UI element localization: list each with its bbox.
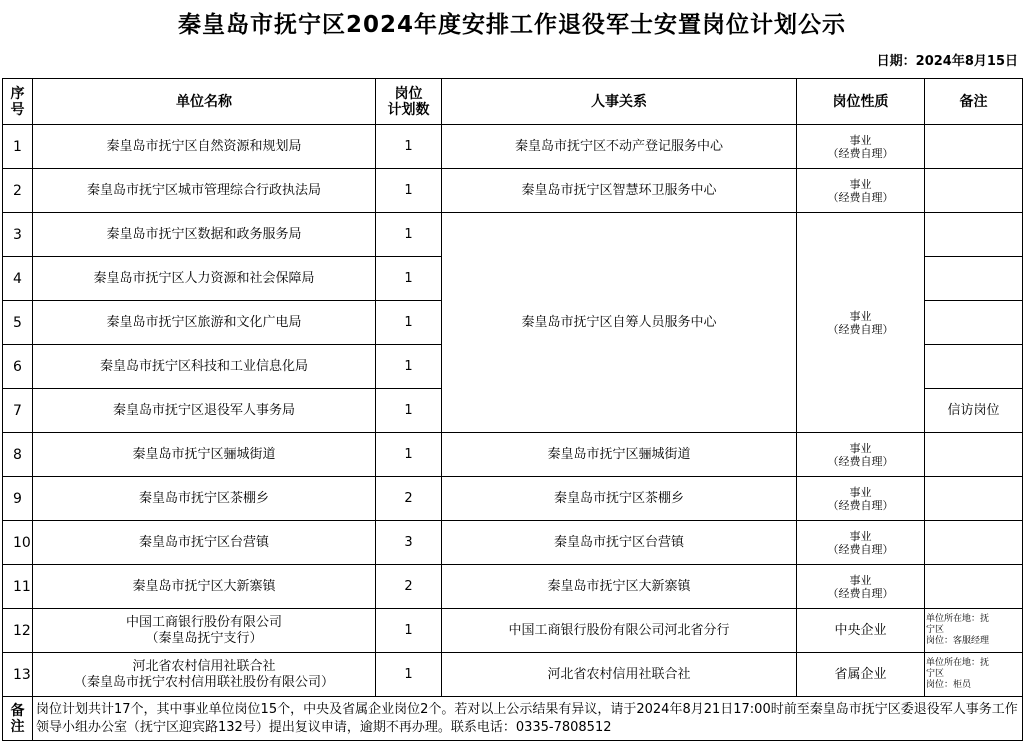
- cell-hr[interactable]: 秦皇岛市抚宁区不动产登记服务中心: [442, 125, 797, 169]
- header-plan: 岗位 计划数: [376, 79, 442, 125]
- header-unit: 单位名称: [33, 79, 376, 125]
- cell-unit[interactable]: 秦皇岛市抚宁区自然资源和规划局: [33, 125, 376, 169]
- header-remark: 备注: [925, 79, 1023, 125]
- table-row: [3, 433, 1023, 477]
- cell-plan[interactable]: 1: [376, 213, 442, 257]
- cell-plan[interactable]: 1: [376, 257, 442, 301]
- cell-unit[interactable]: 秦皇岛市抚宁区台营镇: [33, 521, 376, 565]
- cell-nature[interactable]: 事业 （经费自理）: [797, 433, 925, 477]
- cell-seq[interactable]: 3: [3, 213, 33, 257]
- cell-plan[interactable]: 2: [376, 477, 442, 521]
- cell-seq[interactable]: 11: [3, 565, 33, 609]
- header-seq: 序 号: [3, 79, 33, 125]
- cell-unit[interactable]: 秦皇岛市抚宁区人力资源和社会保障局: [33, 257, 376, 301]
- cell-plan[interactable]: 1: [376, 301, 442, 345]
- cell-plan[interactable]: 1: [376, 609, 442, 653]
- cell-unit[interactable]: 秦皇岛市抚宁区旅游和文化广电局: [33, 301, 376, 345]
- cell-seq[interactable]: 5: [3, 301, 33, 345]
- table-row: [3, 477, 1023, 521]
- cell-seq[interactable]: 9: [3, 477, 33, 521]
- header-nature: 岗位性质: [797, 79, 925, 125]
- cell-seq[interactable]: 7: [3, 389, 33, 433]
- cell-unit[interactable]: 秦皇岛市抚宁区退役军人事务局: [33, 389, 376, 433]
- cell-plan[interactable]: 1: [376, 389, 442, 433]
- cell-remark[interactable]: 信访岗位: [925, 389, 1023, 433]
- cell-seq[interactable]: 2: [3, 169, 33, 213]
- cell-plan[interactable]: 1: [376, 125, 442, 169]
- cell-nature[interactable]: 事业 （经费自理）: [797, 565, 925, 609]
- cell-nature[interactable]: 省属企业: [797, 653, 925, 697]
- cell-nature[interactable]: 中央企业: [797, 609, 925, 653]
- cell-remark[interactable]: [925, 521, 1023, 565]
- cell-plan[interactable]: 1: [376, 653, 442, 697]
- header-row: [3, 79, 1023, 125]
- cell-remark[interactable]: 单位所在地：抚 宁区 岗位：客服经理: [925, 609, 1023, 653]
- table-row: [3, 169, 1023, 213]
- cell-unit[interactable]: 秦皇岛市抚宁区骊城街道: [33, 433, 376, 477]
- cell-nature[interactable]: 事业 （经费自理）: [797, 169, 925, 213]
- cell-nature-merged[interactable]: 事业 （经费自理）: [797, 213, 925, 433]
- cell-plan[interactable]: 1: [376, 433, 442, 477]
- cell-seq[interactable]: 4: [3, 257, 33, 301]
- table-row: [3, 653, 1023, 697]
- cell-hr[interactable]: 秦皇岛市抚宁区智慧环卫服务中心: [442, 169, 797, 213]
- cell-plan[interactable]: 3: [376, 521, 442, 565]
- cell-hr[interactable]: 中国工商银行股份有限公司河北省分行: [442, 609, 797, 653]
- cell-remark[interactable]: [925, 565, 1023, 609]
- header-hr: 人事关系: [442, 79, 797, 125]
- cell-plan[interactable]: 1: [376, 345, 442, 389]
- cell-unit[interactable]: 秦皇岛市抚宁区城市管理综合行政执法局: [33, 169, 376, 213]
- footer-row: [3, 697, 1023, 741]
- cell-seq[interactable]: 13: [3, 653, 33, 697]
- cell-remark[interactable]: [925, 125, 1023, 169]
- cell-unit[interactable]: 河北省农村信用社联合社 （秦皇岛市抚宁农村信用联社股份有限公司）: [33, 653, 376, 697]
- placement-table: [2, 78, 1023, 741]
- table-row: [3, 125, 1023, 169]
- table-row: [3, 609, 1023, 653]
- cell-remark[interactable]: [925, 301, 1023, 345]
- cell-remark[interactable]: [925, 169, 1023, 213]
- cell-nature[interactable]: 事业 （经费自理）: [797, 125, 925, 169]
- cell-remark[interactable]: [925, 213, 1023, 257]
- table-row: [3, 521, 1023, 565]
- publish-date: 日期：2024年8月15日: [876, 54, 1018, 69]
- cell-plan[interactable]: 1: [376, 169, 442, 213]
- cell-seq[interactable]: 12: [3, 609, 33, 653]
- cell-seq[interactable]: 1: [3, 125, 33, 169]
- cell-hr-merged[interactable]: 秦皇岛市抚宁区自筹人员服务中心: [442, 213, 797, 433]
- cell-unit[interactable]: 秦皇岛市抚宁区数据和政务服务局: [33, 213, 376, 257]
- cell-remark[interactable]: [925, 477, 1023, 521]
- cell-remark[interactable]: [925, 257, 1023, 301]
- cell-hr[interactable]: 秦皇岛市抚宁区台营镇: [442, 521, 797, 565]
- cell-hr[interactable]: 河北省农村信用社联合社: [442, 653, 797, 697]
- cell-unit[interactable]: 中国工商银行股份有限公司 （秦皇岛抚宁支行）: [33, 609, 376, 653]
- cell-unit[interactable]: 秦皇岛市抚宁区科技和工业信息化局: [33, 345, 376, 389]
- footer-note[interactable]: 岗位计划共计17个，其中事业单位岗位15个，中央及省属企业岗位2个。若对以上公示结果有异议，请于2024年8月21日17:00时前至秦皇岛市抚宁区委退役军人事务工作领导小组办公室（抚宁区迎宾路132号）提出复议申请，逾期不再办理。联系电话：0335-7808512: [33, 697, 1023, 741]
- cell-remark[interactable]: [925, 433, 1023, 477]
- cell-hr[interactable]: 秦皇岛市抚宁区大新寨镇: [442, 565, 797, 609]
- cell-unit[interactable]: 秦皇岛市抚宁区茶棚乡: [33, 477, 376, 521]
- page-title: 秦皇岛市抚宁区2024年度安排工作退役军士安置岗位计划公示: [177, 11, 846, 38]
- table-row: [3, 565, 1023, 609]
- cell-plan[interactable]: 2: [376, 565, 442, 609]
- cell-seq[interactable]: 6: [3, 345, 33, 389]
- cell-remark[interactable]: 单位所在地：抚 宁区 岗位：柜员: [925, 653, 1023, 697]
- cell-seq[interactable]: 8: [3, 433, 33, 477]
- cell-unit[interactable]: 秦皇岛市抚宁区大新寨镇: [33, 565, 376, 609]
- table-row: [3, 213, 1023, 257]
- cell-hr[interactable]: 秦皇岛市抚宁区骊城街道: [442, 433, 797, 477]
- cell-remark[interactable]: [925, 345, 1023, 389]
- footer-label[interactable]: 备 注: [3, 697, 33, 741]
- cell-nature[interactable]: 事业 （经费自理）: [797, 521, 925, 565]
- cell-seq[interactable]: 10: [3, 521, 33, 565]
- cell-nature[interactable]: 事业 （经费自理）: [797, 477, 925, 521]
- cell-hr[interactable]: 秦皇岛市抚宁区茶棚乡: [442, 477, 797, 521]
